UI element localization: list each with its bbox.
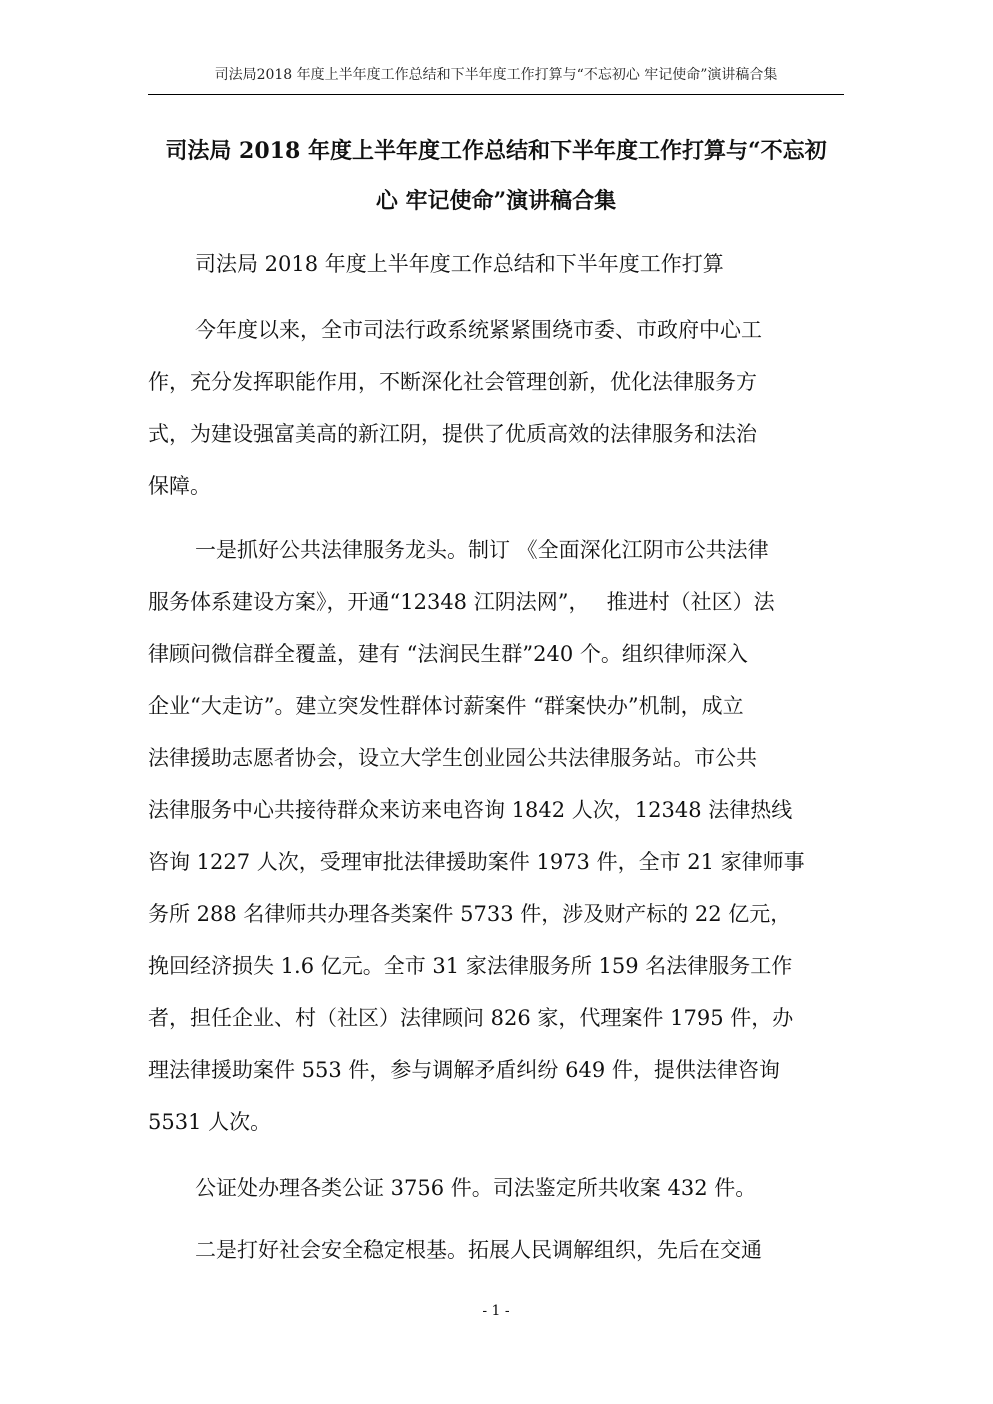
paragraph-line: 挽回经济损失 1.6 亿元。全市 31 家法律服务所 159 名法律服务工作 [148, 954, 793, 978]
paragraph-line: 律顾问微信群全覆盖，建有 “法润民生群”240 个。组织律师深入 [148, 642, 748, 666]
paragraph-line: 咨询 1227 人次，受理审批法律援助案件 1973 件，全市 21 家律师事 [148, 850, 805, 874]
paragraph-line: 法律服务中心共接待群众来访来电咨询 1842 人次，12348 法律热线 [148, 798, 793, 822]
paragraph-line: 公证处办理各类公证 3756 件。司法鉴定所共收案 432 件。 [195, 1176, 757, 1200]
paragraph-social-stability [148, 1224, 848, 1276]
page-number: - 1 - [482, 1303, 510, 1319]
document-title-line-2: 心 牢记使命”演讲稿合集 [375, 188, 617, 214]
paragraph-line: 二是打好社会安全稳定根基。拓展人民调解组织，先后在交通 [195, 1238, 762, 1262]
paragraph-line: 5531 人次。 [148, 1110, 272, 1134]
paragraph-line: 务所 288 名律师共办理各类案件 5733 件，涉及财产标的 22 亿元， [148, 902, 792, 926]
document-title-line-1: 司法局 2018 年度上半年度工作总结和下半年度工作打算与“不忘初 [165, 138, 827, 164]
paragraph-line: 式，为建设强富美高的新江阴，提供了优质高效的法律服务和法治 [148, 422, 757, 446]
section-subtitle [148, 238, 848, 290]
paragraph-line: 作，充分发挥职能作用，不断深化社会管理创新，优化法律服务方 [148, 370, 757, 394]
paragraph-line: 今年度以来，全市司法行政系统紧紧围绕市委、市政府中心工 [195, 318, 762, 342]
paragraph-intro [148, 304, 848, 512]
paragraph-notary [148, 1162, 848, 1214]
paragraph-line: 保障。 [148, 474, 211, 498]
paragraph-line: 服务体系建设方案》，开通“12348 江阴法网”， 推进村（社区）法 [148, 590, 775, 614]
paragraph-public-legal-service [148, 524, 848, 1148]
subtitle-line: 司法局 2018 年度上半年度工作总结和下半年度工作打算 [195, 252, 724, 276]
paragraph-line: 法律援助志愿者协会，设立大学生创业园公共法律服务站。市公共 [148, 746, 757, 770]
paragraph-line: 企业“大走访”。建立突发性群体讨薪案件 “群案快办”机制，成立 [148, 694, 744, 718]
running-header: 司法局2018 年度上半年度工作总结和下半年度工作打算与“不忘初心 牢记使命”演讲稿合集 [214, 67, 778, 83]
paragraph-line: 理法律援助案件 553 件，参与调解矛盾纠纷 649 件，提供法律咨询 [148, 1058, 780, 1082]
paragraph-line: 者，担任企业、村（社区）法律顾问 826 家，代理案件 1795 件，办 [148, 1006, 794, 1030]
header-divider [148, 94, 844, 95]
paragraph-line: 一是抓好公共法律服务龙头。制订 《全面深化江阴市公共法律 [195, 538, 769, 562]
